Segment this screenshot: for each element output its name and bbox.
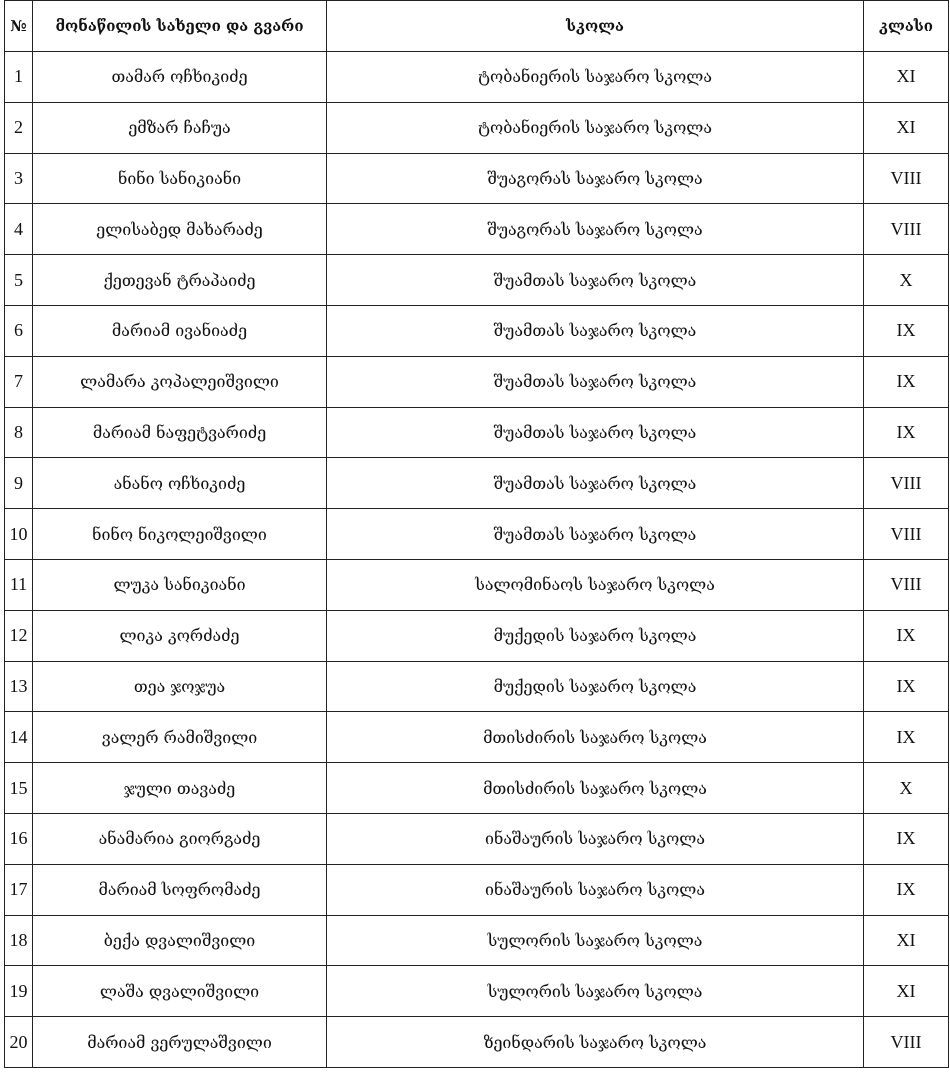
- cell-grade: IX: [864, 712, 949, 763]
- table-row: [5, 509, 949, 560]
- cell-grade: IX: [864, 813, 949, 864]
- cell-name: ლიკა კორძაძე: [33, 610, 327, 661]
- cell-school: შუამთას საჯარო სკოლა: [327, 458, 864, 509]
- cell-grade: IX: [864, 661, 949, 712]
- table-row: [5, 763, 949, 814]
- header-grade: კლასი: [864, 1, 949, 52]
- cell-school: სულორის საჯარო სკოლა: [327, 915, 864, 966]
- cell-school: შუაგორას საჯარო სკოლა: [327, 204, 864, 255]
- table-row: [5, 1017, 949, 1068]
- cell-name: მარიამ სოფრომაძე: [33, 864, 327, 915]
- cell-grade: VIII: [864, 153, 949, 204]
- table-row: [5, 813, 949, 864]
- cell-name: ემზარ ჩაჩუა: [33, 102, 327, 153]
- header-row: [5, 1, 949, 52]
- cell-number: 15: [5, 763, 33, 814]
- cell-name: ანანო ოჩხიკიძე: [33, 458, 327, 509]
- cell-grade: VIII: [864, 559, 949, 610]
- cell-grade: XI: [864, 52, 949, 103]
- cell-number: 14: [5, 712, 33, 763]
- cell-name: ნინო ნიკოლეიშვილი: [33, 509, 327, 560]
- cell-school: სულორის საჯარო სკოლა: [327, 966, 864, 1017]
- cell-school: შუაგორას საჯარო სკოლა: [327, 153, 864, 204]
- cell-number: 5: [5, 255, 33, 306]
- cell-school: შუამთას საჯარო სკოლა: [327, 407, 864, 458]
- cell-number: 10: [5, 509, 33, 560]
- cell-number: 8: [5, 407, 33, 458]
- cell-grade: XI: [864, 966, 949, 1017]
- cell-number: 12: [5, 610, 33, 661]
- cell-name: მარიამ ნაფეტვარიძე: [33, 407, 327, 458]
- table-row: [5, 305, 949, 356]
- cell-number: 20: [5, 1017, 33, 1068]
- cell-school: ინაშაურის საჯარო სკოლა: [327, 864, 864, 915]
- cell-grade: IX: [864, 864, 949, 915]
- table-row: [5, 915, 949, 966]
- cell-name: თეა ჯოჯუა: [33, 661, 327, 712]
- cell-school: ინაშაურის საჯარო სკოლა: [327, 813, 864, 864]
- cell-number: 18: [5, 915, 33, 966]
- cell-school: შუამთას საჯარო სკოლა: [327, 356, 864, 407]
- cell-name: მარიამ ვერულაშვილი: [33, 1017, 327, 1068]
- cell-school: ზეინდარის საჯარო სკოლა: [327, 1017, 864, 1068]
- cell-grade: IX: [864, 610, 949, 661]
- cell-grade: VIII: [864, 1017, 949, 1068]
- table-row: [5, 712, 949, 763]
- cell-name: მარიამ ივანიაძე: [33, 305, 327, 356]
- table-row: [5, 204, 949, 255]
- cell-grade: XI: [864, 915, 949, 966]
- cell-name: ჯული თავაძე: [33, 763, 327, 814]
- header-number: №: [5, 1, 33, 52]
- cell-grade: VIII: [864, 509, 949, 560]
- cell-number: 11: [5, 559, 33, 610]
- table-row: [5, 407, 949, 458]
- cell-name: ელისაბედ მახარაძე: [33, 204, 327, 255]
- cell-number: 6: [5, 305, 33, 356]
- cell-school: მუქედის საჯარო სკოლა: [327, 610, 864, 661]
- header-school: სკოლა: [327, 1, 864, 52]
- cell-name: ლაშა დვალიშვილი: [33, 966, 327, 1017]
- cell-number: 4: [5, 204, 33, 255]
- table-row: [5, 661, 949, 712]
- cell-number: 19: [5, 966, 33, 1017]
- cell-number: 9: [5, 458, 33, 509]
- cell-grade: X: [864, 255, 949, 306]
- header-name: მონაწილის სახელი და გვარი: [33, 1, 327, 52]
- cell-name: თამარ ოჩხიკიძე: [33, 52, 327, 103]
- cell-number: 1: [5, 52, 33, 103]
- cell-school: შუამთას საჯარო სკოლა: [327, 509, 864, 560]
- cell-school: შუამთას საჯარო სკოლა: [327, 305, 864, 356]
- cell-name: ლუკა სანიკიანი: [33, 559, 327, 610]
- cell-name: ნინი სანიკიანი: [33, 153, 327, 204]
- table-row: [5, 966, 949, 1017]
- cell-grade: X: [864, 763, 949, 814]
- table-row: [5, 153, 949, 204]
- cell-grade: IX: [864, 305, 949, 356]
- cell-school: ტობანიერის საჯარო სკოლა: [327, 52, 864, 103]
- cell-name: ბექა დვალიშვილი: [33, 915, 327, 966]
- cell-school: შუამთას საჯარო სკოლა: [327, 255, 864, 306]
- table-row: [5, 864, 949, 915]
- cell-name: ქეთევან ტრაპაიძე: [33, 255, 327, 306]
- cell-grade: VIII: [864, 458, 949, 509]
- cell-school: მთისძირის საჯარო სკოლა: [327, 763, 864, 814]
- table-row: [5, 458, 949, 509]
- participants-table: [4, 0, 949, 1068]
- table-row: [5, 610, 949, 661]
- table-header: [5, 1, 949, 52]
- cell-grade: IX: [864, 407, 949, 458]
- cell-school: ტობანიერის საჯარო სკოლა: [327, 102, 864, 153]
- table-body: [5, 52, 949, 1068]
- cell-grade: VIII: [864, 204, 949, 255]
- table-row: [5, 356, 949, 407]
- cell-number: 2: [5, 102, 33, 153]
- cell-number: 13: [5, 661, 33, 712]
- table-row: [5, 255, 949, 306]
- cell-number: 17: [5, 864, 33, 915]
- table-row: [5, 52, 949, 103]
- cell-number: 7: [5, 356, 33, 407]
- cell-grade: IX: [864, 356, 949, 407]
- cell-name: ლამარა კოპალეიშვილი: [33, 356, 327, 407]
- cell-grade: XI: [864, 102, 949, 153]
- cell-name: ანამარია გიორგაძე: [33, 813, 327, 864]
- cell-name: ვალერ რამიშვილი: [33, 712, 327, 763]
- cell-school: სალომინაოს საჯარო სკოლა: [327, 559, 864, 610]
- table-row: [5, 102, 949, 153]
- table-row: [5, 559, 949, 610]
- cell-number: 3: [5, 153, 33, 204]
- cell-school: მუქედის საჯარო სკოლა: [327, 661, 864, 712]
- cell-school: მთისძირის საჯარო სკოლა: [327, 712, 864, 763]
- cell-number: 16: [5, 813, 33, 864]
